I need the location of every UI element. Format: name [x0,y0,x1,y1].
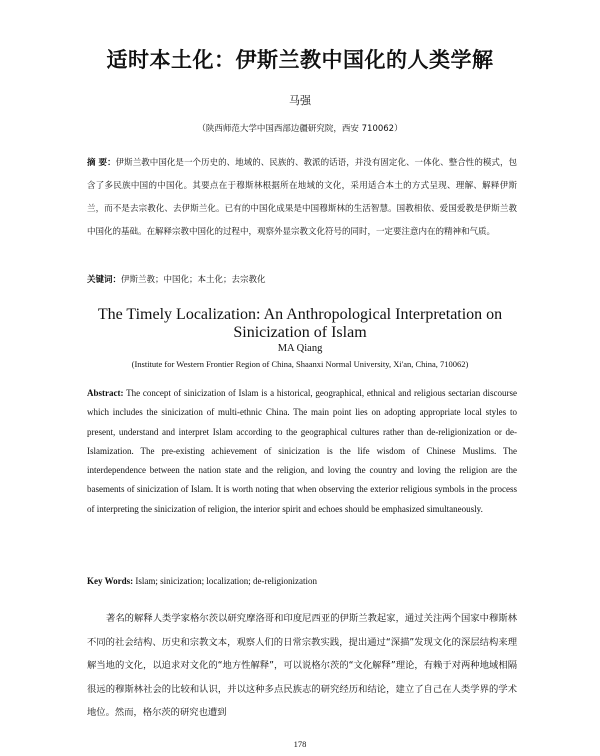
english-keywords [87,576,517,586]
english-title: The Timely Localization: An Anthropological Interpretation on Sinicization of Islam [97,306,503,341]
english-author: MA Qiang [277,343,323,354]
chinese-keywords-text: 伊斯兰教；中国化；本土化；去宗教化 [121,275,266,285]
english-abstract-text: The concept of sinicization of Islam is a historical, geographical, ethnical and religious sectarian discourse which includes the sinicization of multi-ethnic China. The main point lies on adopting appropriate local styles to present, understand and interpret Islam according to the geographical cultures rather than de-religionization or de-Islamization. The pre-existing achievement of sinicization is the life wisdom of Chinese Muslims. The interdependence between the nation state and the religion, and loving the country and loving the religion are the basements of sinicization of Islam. It is worth noting that when observing the exterior religious symbols in the process of interpreting the sinicization of religion, the interior spirit and echoes should be emphasized simultaneously. [87,388,517,514]
english-affiliation: (Institute for Western Frontier Region of China, Shaanxi Normal University, Xi'an, China, 710062) [131,359,469,369]
chinese-author: 马强 [289,94,311,107]
chinese-abstract-label: 摘 要： [87,158,116,168]
english-abstract-label: Abstract: [87,388,124,398]
page-number: 178 [293,739,307,749]
chinese-keywords-label: 关键词： [87,275,122,285]
body-paragraph: 著名的解释人类学家格尔茨以研究摩洛哥和印度尼西亚的伊斯兰教起家，通过关注两个国家中穆斯林不同的社会结构、历史和宗教文本，观察人们的日常宗教实践，提出通过“深描”发现文化的深层结构来理解当地的文化，以追求对文化的“地方性解释”，可以说格尔茨的“文化解释”理论，有赖于对两种地域相隔很远的穆斯林社会的比较和认识，并以这种多点民族志的研究经历和结论，建立了自己在人类学界的学术地位。然而，格尔茨的研究也遭到 [87,613,517,718]
chinese-abstract-text: 伊斯兰教中国化是一个历史的、地域的、民族的、教派的话语，并没有固定化、一体化、整合性的模式，包含了多民族中国的中国化。其要点在于穆斯林根据所在地域的文化，采用适合本土的方式呈现、理解、解释伊斯兰，而不是去宗教化、去伊斯兰化。已有的中国化成果是中国穆斯林的生活智慧。国教相依、爱国爱教是伊斯兰教中国化的基础。在解释宗教中国化的过程中，观察外显宗教文化符号的同时，一定要注意内在的精神和气质。 [87,158,517,237]
chinese-title: 适时本土化：伊斯兰教中国化的人类学解 [106,48,494,72]
chinese-abstract [87,152,517,244]
chinese-affiliation: （陕西师范大学中国西部边疆研究院，西安 710062） [197,124,403,134]
english-abstract [87,384,517,519]
english-keywords-label: Key Words: [87,576,134,586]
chinese-keywords [87,273,517,285]
english-keywords-text: Islam; sinicization; localization; de-religionization [135,576,318,586]
